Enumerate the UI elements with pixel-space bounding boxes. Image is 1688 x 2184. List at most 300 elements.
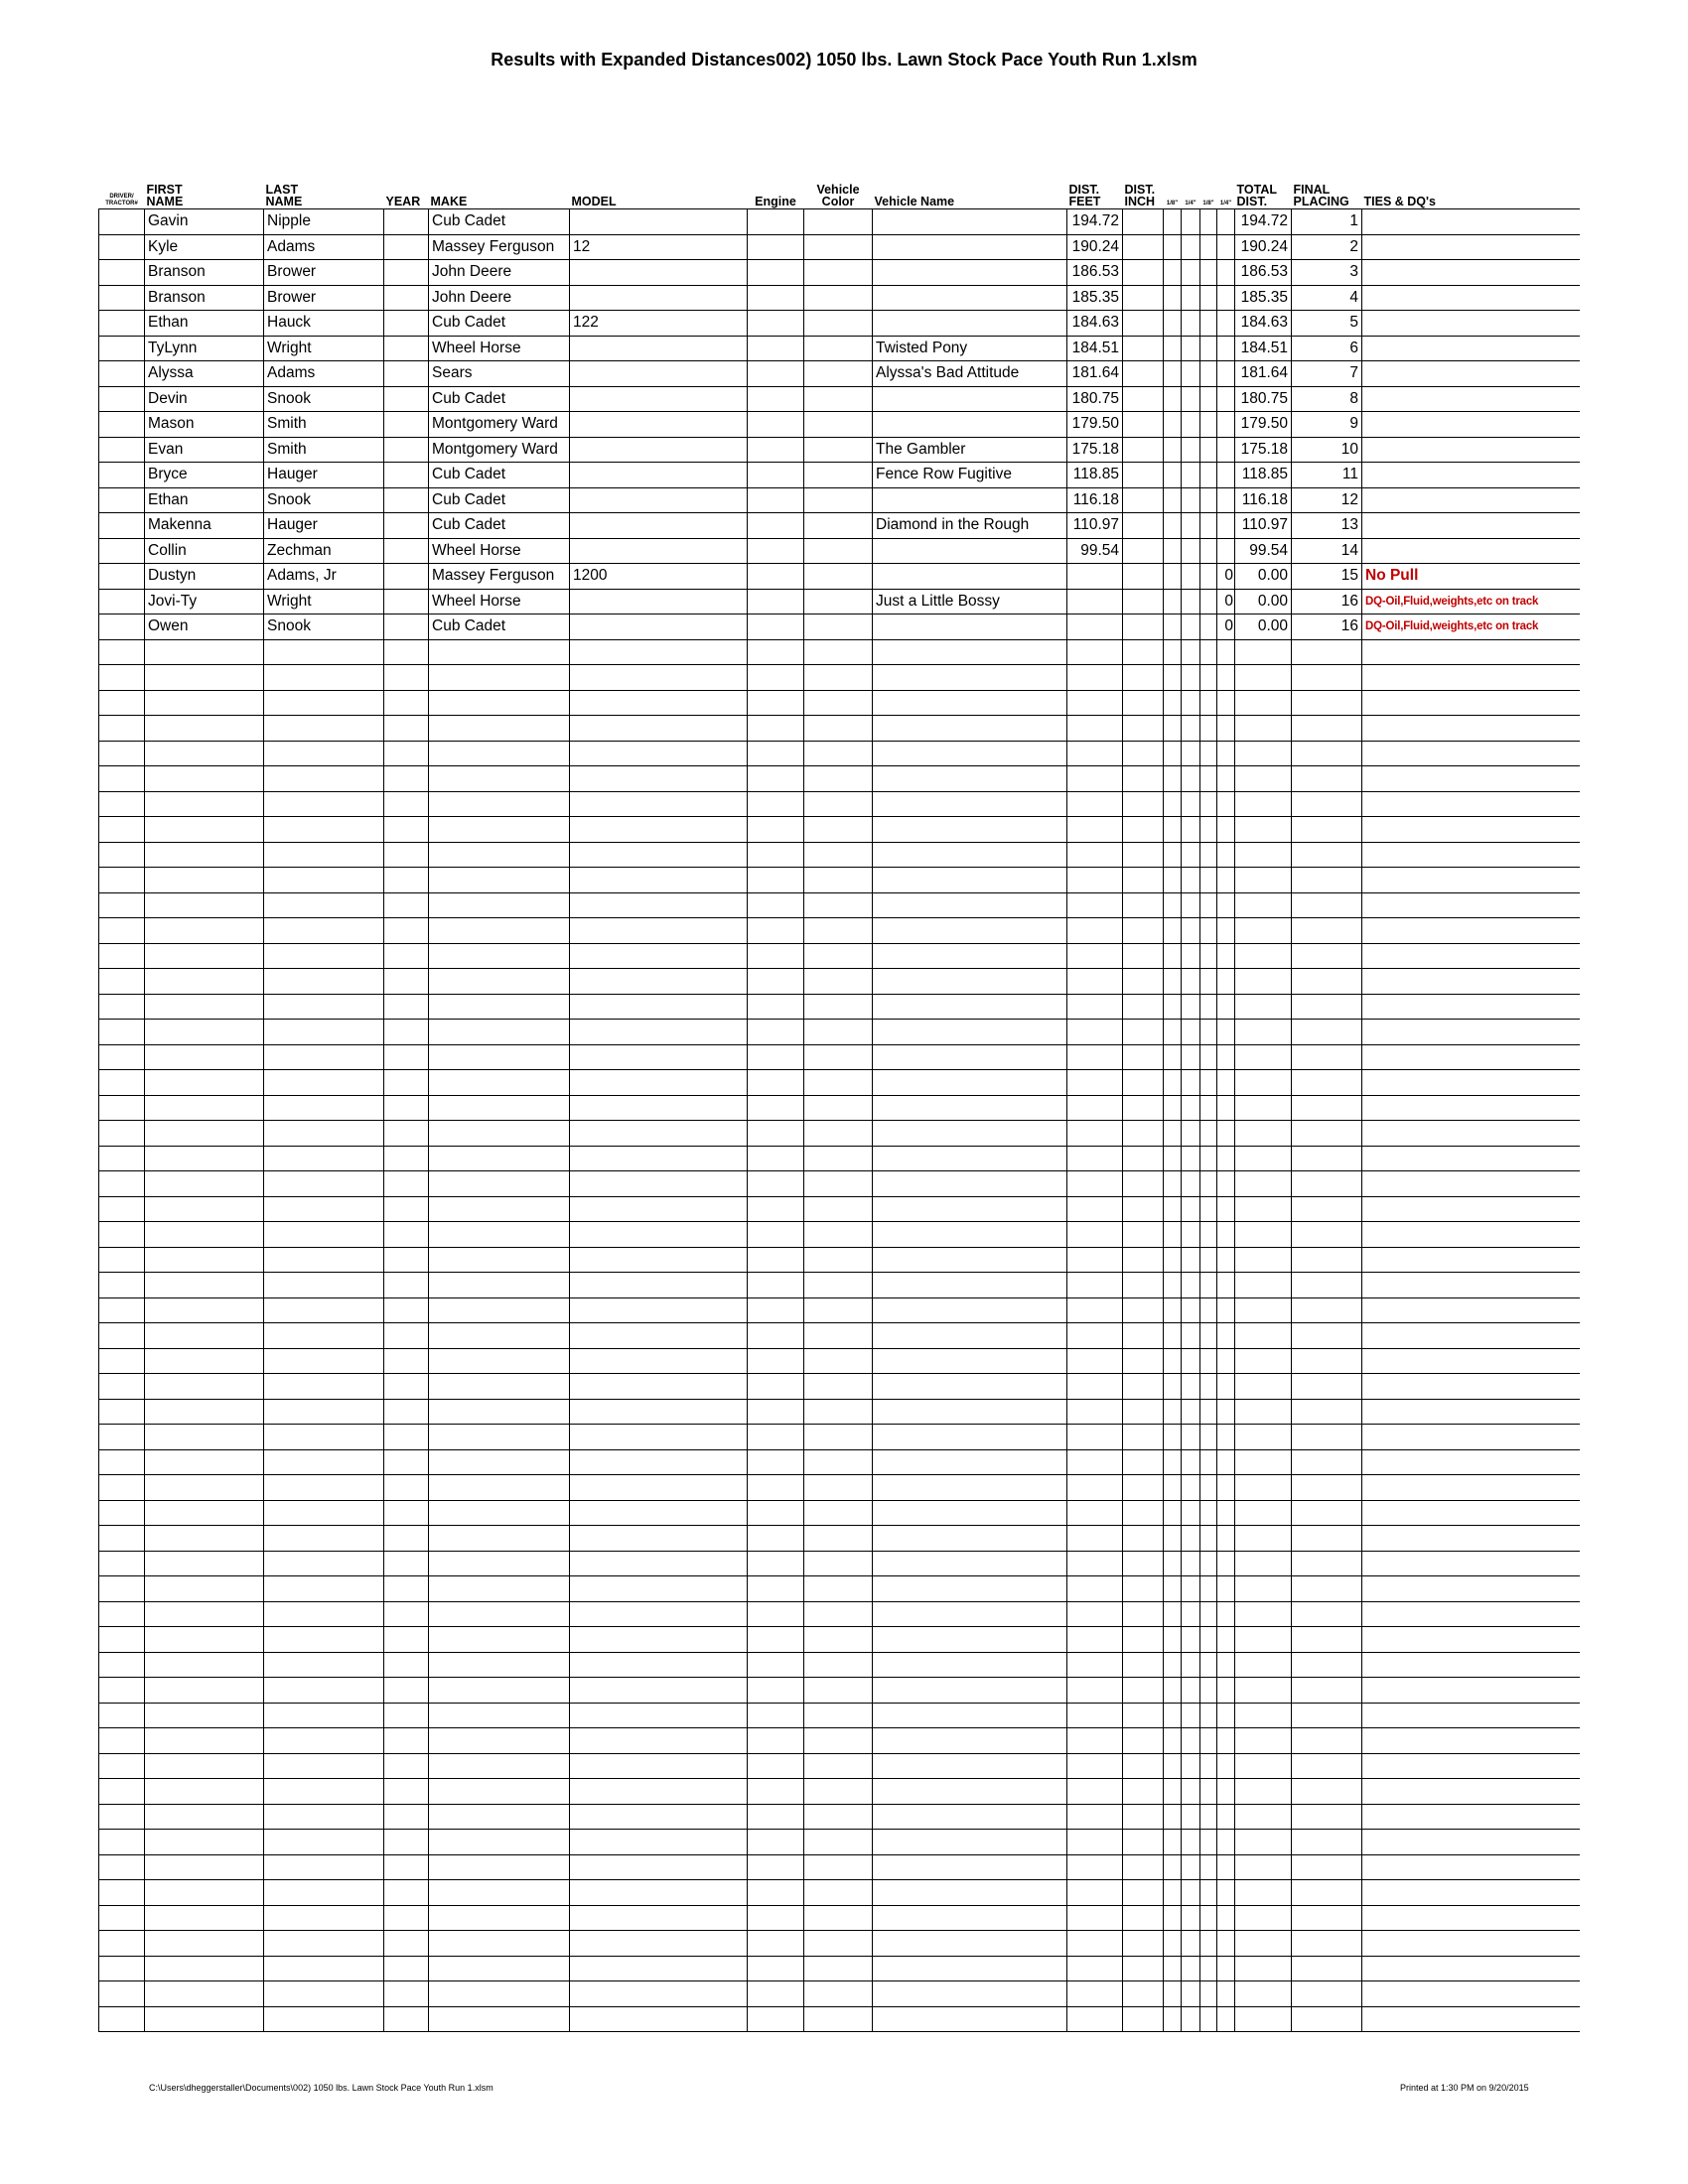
cell-dist-feet bbox=[1067, 1753, 1123, 1779]
cell-dist-inch bbox=[1123, 463, 1164, 488]
cell-vehicle-color bbox=[804, 311, 873, 337]
cell-ties-dqs bbox=[1362, 918, 1580, 944]
results-table bbox=[98, 179, 1580, 2032]
cell-vehicle-color bbox=[804, 791, 873, 817]
cell-total-dist bbox=[1235, 943, 1292, 969]
cell-driver bbox=[99, 1222, 145, 1248]
cell-model bbox=[570, 1070, 748, 1096]
cell-year bbox=[384, 690, 429, 716]
cell-dist-inch bbox=[1123, 1854, 1164, 1880]
cell-make bbox=[429, 1551, 570, 1576]
cell-make bbox=[429, 1703, 570, 1728]
cell-vehicle-color bbox=[804, 1323, 873, 1349]
cell-fraction-4 bbox=[1217, 665, 1235, 691]
cell-year bbox=[384, 994, 429, 1020]
cell-last-name bbox=[264, 2006, 384, 2032]
cell-last-name bbox=[264, 1348, 384, 1374]
cell-year bbox=[384, 361, 429, 387]
cell-engine bbox=[748, 1171, 804, 1197]
cell-fraction-1 bbox=[1164, 1601, 1182, 1627]
cell-first-name bbox=[145, 1323, 264, 1349]
cell-make bbox=[429, 1020, 570, 1045]
cell-ties-dqs bbox=[1362, 336, 1580, 361]
cell-model bbox=[570, 1652, 748, 1678]
cell-year bbox=[384, 487, 429, 513]
cell-fraction-3 bbox=[1200, 1146, 1217, 1171]
cell-first-name bbox=[145, 1171, 264, 1197]
cell-year bbox=[384, 1425, 429, 1450]
cell-year bbox=[384, 260, 429, 286]
cell-final-placing bbox=[1292, 1425, 1362, 1450]
cell-dist-feet: 175.18 bbox=[1067, 437, 1123, 463]
cell-dist-feet bbox=[1067, 1854, 1123, 1880]
cell-dist-inch bbox=[1123, 538, 1164, 564]
cell-ties-dqs bbox=[1362, 1146, 1580, 1171]
cell-last-name bbox=[264, 1905, 384, 1931]
cell-final-placing bbox=[1292, 1196, 1362, 1222]
cell-year bbox=[384, 1121, 429, 1147]
cell-fraction-1 bbox=[1164, 842, 1182, 868]
cell-vehicle-color bbox=[804, 1526, 873, 1552]
cell-year bbox=[384, 842, 429, 868]
cell-total-dist bbox=[1235, 1779, 1292, 1805]
cell-dist-inch bbox=[1123, 1576, 1164, 1602]
cell-driver bbox=[99, 1121, 145, 1147]
cell-dist-feet: 180.75 bbox=[1067, 386, 1123, 412]
cell-dist-feet bbox=[1067, 639, 1123, 665]
cell-make bbox=[429, 1678, 570, 1704]
cell-vehicle-name bbox=[873, 1425, 1067, 1450]
cell-driver bbox=[99, 1678, 145, 1704]
cell-final-placing bbox=[1292, 2006, 1362, 2032]
cell-dist-inch bbox=[1123, 1297, 1164, 1323]
cell-engine bbox=[748, 361, 804, 387]
cell-driver bbox=[99, 1323, 145, 1349]
cell-total-dist: 175.18 bbox=[1235, 437, 1292, 463]
empty-row bbox=[99, 1297, 1580, 1323]
cell-last-name: Zechman bbox=[264, 538, 384, 564]
cell-vehicle-color bbox=[804, 1146, 873, 1171]
empty-row bbox=[99, 817, 1580, 843]
cell-model bbox=[570, 1830, 748, 1855]
cell-ties-dqs bbox=[1362, 1652, 1580, 1678]
cell-driver bbox=[99, 817, 145, 843]
cell-first-name bbox=[145, 1399, 264, 1425]
cell-vehicle-name bbox=[873, 234, 1067, 260]
cell-dist-feet bbox=[1067, 1297, 1123, 1323]
cell-final-placing: 8 bbox=[1292, 386, 1362, 412]
cell-dist-inch bbox=[1123, 868, 1164, 893]
cell-fraction-1 bbox=[1164, 1931, 1182, 1957]
cell-fraction-4 bbox=[1217, 994, 1235, 1020]
cell-year bbox=[384, 1475, 429, 1501]
cell-final-placing: 2 bbox=[1292, 234, 1362, 260]
cell-ties-dqs bbox=[1362, 1475, 1580, 1501]
cell-last-name bbox=[264, 639, 384, 665]
cell-vehicle-color bbox=[804, 1247, 873, 1273]
cell-make bbox=[429, 1753, 570, 1779]
cell-vehicle-name bbox=[873, 1500, 1067, 1526]
cell-year bbox=[384, 943, 429, 969]
cell-year bbox=[384, 1576, 429, 1602]
cell-dist-feet bbox=[1067, 690, 1123, 716]
cell-total-dist bbox=[1235, 1273, 1292, 1298]
cell-final-placing bbox=[1292, 690, 1362, 716]
cell-driver bbox=[99, 1146, 145, 1171]
cell-last-name bbox=[264, 1576, 384, 1602]
cell-last-name bbox=[264, 1222, 384, 1248]
cell-year bbox=[384, 1222, 429, 1248]
cell-fraction-4 bbox=[1217, 234, 1235, 260]
cell-ties-dqs bbox=[1362, 1931, 1580, 1957]
empty-row bbox=[99, 1475, 1580, 1501]
cell-dist-feet: 194.72 bbox=[1067, 209, 1123, 235]
cell-engine bbox=[748, 1121, 804, 1147]
cell-fraction-3 bbox=[1200, 1348, 1217, 1374]
cell-first-name: Mason bbox=[145, 412, 264, 438]
cell-fraction-2 bbox=[1182, 791, 1200, 817]
cell-ties-dqs bbox=[1362, 1981, 1580, 2007]
cell-driver bbox=[99, 336, 145, 361]
cell-vehicle-color bbox=[804, 1399, 873, 1425]
cell-fraction-1 bbox=[1164, 1070, 1182, 1096]
header-make: MAKE bbox=[429, 179, 570, 209]
cell-year bbox=[384, 1931, 429, 1957]
cell-last-name bbox=[264, 943, 384, 969]
cell-vehicle-name bbox=[873, 1601, 1067, 1627]
cell-driver bbox=[99, 1981, 145, 2007]
empty-row bbox=[99, 1196, 1580, 1222]
cell-model bbox=[570, 1880, 748, 1906]
cell-fraction-4 bbox=[1217, 1804, 1235, 1830]
cell-fraction-1 bbox=[1164, 1425, 1182, 1450]
cell-last-name bbox=[264, 1095, 384, 1121]
cell-driver bbox=[99, 639, 145, 665]
empty-row bbox=[99, 2006, 1580, 2032]
cell-year bbox=[384, 1678, 429, 1704]
cell-fraction-4 bbox=[1217, 1956, 1235, 1981]
empty-row bbox=[99, 1830, 1580, 1855]
cell-dist-inch bbox=[1123, 791, 1164, 817]
cell-make bbox=[429, 1880, 570, 1906]
empty-row bbox=[99, 994, 1580, 1020]
cell-vehicle-color bbox=[804, 817, 873, 843]
cell-fraction-2 bbox=[1182, 1931, 1200, 1957]
cell-fraction-4 bbox=[1217, 1601, 1235, 1627]
cell-ties-dqs bbox=[1362, 1121, 1580, 1147]
cell-final-placing bbox=[1292, 1830, 1362, 1855]
cell-dist-feet bbox=[1067, 1475, 1123, 1501]
cell-driver bbox=[99, 2006, 145, 2032]
cell-engine bbox=[748, 564, 804, 590]
cell-total-dist bbox=[1235, 1854, 1292, 1880]
cell-dist-inch bbox=[1123, 1880, 1164, 1906]
cell-make bbox=[429, 868, 570, 893]
cell-fraction-4 bbox=[1217, 513, 1235, 539]
cell-fraction-2 bbox=[1182, 1044, 1200, 1070]
cell-model bbox=[570, 1804, 748, 1830]
cell-fraction-2 bbox=[1182, 1121, 1200, 1147]
cell-vehicle-color bbox=[804, 463, 873, 488]
cell-driver bbox=[99, 766, 145, 792]
cell-year bbox=[384, 1500, 429, 1526]
empty-row bbox=[99, 1399, 1580, 1425]
cell-engine bbox=[748, 1222, 804, 1248]
cell-fraction-2 bbox=[1182, 513, 1200, 539]
cell-year bbox=[384, 1196, 429, 1222]
cell-vehicle-color bbox=[804, 1880, 873, 1906]
cell-vehicle-color bbox=[804, 1854, 873, 1880]
cell-engine bbox=[748, 1880, 804, 1906]
cell-driver bbox=[99, 1854, 145, 1880]
cell-year bbox=[384, 1981, 429, 2007]
cell-ties-dqs bbox=[1362, 513, 1580, 539]
cell-fraction-4 bbox=[1217, 943, 1235, 969]
cell-ties-dqs bbox=[1362, 639, 1580, 665]
cell-dist-inch bbox=[1123, 1678, 1164, 1704]
cell-dist-inch bbox=[1123, 209, 1164, 235]
cell-ties-dqs bbox=[1362, 1095, 1580, 1121]
cell-fraction-3 bbox=[1200, 538, 1217, 564]
cell-dist-inch bbox=[1123, 1171, 1164, 1197]
cell-dist-feet bbox=[1067, 1273, 1123, 1298]
cell-fraction-1 bbox=[1164, 1348, 1182, 1374]
cell-dist-feet bbox=[1067, 969, 1123, 995]
cell-engine bbox=[748, 1146, 804, 1171]
cell-ties-dqs bbox=[1362, 1779, 1580, 1805]
cell-dist-feet bbox=[1067, 1627, 1123, 1653]
cell-fraction-1 bbox=[1164, 1020, 1182, 1045]
cell-vehicle-color bbox=[804, 1020, 873, 1045]
cell-first-name bbox=[145, 639, 264, 665]
cell-year bbox=[384, 564, 429, 590]
cell-dist-inch bbox=[1123, 1247, 1164, 1273]
table-row bbox=[99, 437, 1580, 463]
cell-fraction-2 bbox=[1182, 336, 1200, 361]
cell-fraction-3 bbox=[1200, 1854, 1217, 1880]
cell-fraction-3 bbox=[1200, 1981, 1217, 2007]
cell-fraction-2 bbox=[1182, 994, 1200, 1020]
cell-engine bbox=[748, 1728, 804, 1754]
cell-year bbox=[384, 412, 429, 438]
cell-first-name: Branson bbox=[145, 285, 264, 311]
cell-dist-inch bbox=[1123, 1095, 1164, 1121]
cell-make bbox=[429, 943, 570, 969]
cell-total-dist bbox=[1235, 1425, 1292, 1450]
cell-fraction-4 bbox=[1217, 1880, 1235, 1906]
cell-fraction-4 bbox=[1217, 1348, 1235, 1374]
cell-make bbox=[429, 1728, 570, 1754]
cell-vehicle-color bbox=[804, 1449, 873, 1475]
cell-last-name bbox=[264, 1044, 384, 1070]
cell-dist-feet bbox=[1067, 1652, 1123, 1678]
cell-vehicle-name bbox=[873, 1526, 1067, 1552]
cell-vehicle-name bbox=[873, 1880, 1067, 1906]
cell-model bbox=[570, 1627, 748, 1653]
cell-vehicle-color bbox=[804, 564, 873, 590]
cell-ties-dqs bbox=[1362, 1348, 1580, 1374]
cell-first-name: Branson bbox=[145, 260, 264, 286]
cell-driver bbox=[99, 690, 145, 716]
cell-model: 1200 bbox=[570, 564, 748, 590]
cell-last-name bbox=[264, 791, 384, 817]
cell-final-placing: 4 bbox=[1292, 285, 1362, 311]
cell-first-name: Dustyn bbox=[145, 564, 264, 590]
cell-total-dist bbox=[1235, 1728, 1292, 1754]
cell-vehicle-name bbox=[873, 994, 1067, 1020]
cell-dist-feet bbox=[1067, 868, 1123, 893]
cell-first-name bbox=[145, 1854, 264, 1880]
cell-total-dist bbox=[1235, 1449, 1292, 1475]
cell-fraction-3 bbox=[1200, 994, 1217, 1020]
cell-ties-dqs bbox=[1362, 1449, 1580, 1475]
cell-vehicle-name bbox=[873, 1956, 1067, 1981]
cell-model bbox=[570, 1956, 748, 1981]
cell-vehicle-color bbox=[804, 1627, 873, 1653]
cell-last-name: Smith bbox=[264, 412, 384, 438]
cell-driver bbox=[99, 1044, 145, 1070]
cell-final-placing bbox=[1292, 766, 1362, 792]
cell-model bbox=[570, 2006, 748, 2032]
cell-model bbox=[570, 741, 748, 766]
cell-year bbox=[384, 716, 429, 742]
cell-driver bbox=[99, 918, 145, 944]
cell-fraction-3 bbox=[1200, 1399, 1217, 1425]
cell-final-placing: 16 bbox=[1292, 589, 1362, 614]
cell-driver bbox=[99, 1020, 145, 1045]
cell-fraction-3 bbox=[1200, 209, 1217, 235]
cell-last-name bbox=[264, 1981, 384, 2007]
cell-first-name bbox=[145, 1374, 264, 1400]
cell-vehicle-color bbox=[804, 1121, 873, 1147]
cell-fraction-4 bbox=[1217, 1500, 1235, 1526]
cell-dist-inch bbox=[1123, 2006, 1164, 2032]
cell-fraction-4: 0 bbox=[1217, 564, 1235, 590]
cell-final-placing: 15 bbox=[1292, 564, 1362, 590]
cell-vehicle-color bbox=[804, 412, 873, 438]
cell-vehicle-color bbox=[804, 892, 873, 918]
table-row bbox=[99, 463, 1580, 488]
cell-vehicle-name bbox=[873, 1981, 1067, 2007]
cell-last-name: Snook bbox=[264, 386, 384, 412]
cell-fraction-4 bbox=[1217, 1830, 1235, 1855]
cell-first-name: TyLynn bbox=[145, 336, 264, 361]
cell-last-name: Snook bbox=[264, 614, 384, 640]
cell-dist-feet: 185.35 bbox=[1067, 285, 1123, 311]
cell-vehicle-name bbox=[873, 1475, 1067, 1501]
cell-fraction-2 bbox=[1182, 1449, 1200, 1475]
cell-total-dist bbox=[1235, 1652, 1292, 1678]
cell-last-name: Brower bbox=[264, 285, 384, 311]
cell-driver bbox=[99, 487, 145, 513]
cell-driver bbox=[99, 1652, 145, 1678]
cell-make bbox=[429, 1500, 570, 1526]
cell-vehicle-name: Diamond in the Rough bbox=[873, 513, 1067, 539]
cell-year bbox=[384, 1652, 429, 1678]
cell-final-placing bbox=[1292, 741, 1362, 766]
cell-driver bbox=[99, 463, 145, 488]
cell-make bbox=[429, 1425, 570, 1450]
cell-year bbox=[384, 892, 429, 918]
cell-first-name bbox=[145, 690, 264, 716]
cell-make bbox=[429, 2006, 570, 2032]
cell-year bbox=[384, 311, 429, 337]
cell-engine bbox=[748, 1196, 804, 1222]
cell-final-placing: 12 bbox=[1292, 487, 1362, 513]
cell-total-dist bbox=[1235, 1526, 1292, 1552]
cell-total-dist: 186.53 bbox=[1235, 260, 1292, 286]
cell-driver bbox=[99, 260, 145, 286]
cell-dist-feet bbox=[1067, 1323, 1123, 1349]
cell-fraction-3 bbox=[1200, 614, 1217, 640]
cell-engine bbox=[748, 487, 804, 513]
cell-engine bbox=[748, 614, 804, 640]
cell-first-name bbox=[145, 1475, 264, 1501]
cell-fraction-4 bbox=[1217, 690, 1235, 716]
cell-vehicle-name bbox=[873, 741, 1067, 766]
cell-total-dist bbox=[1235, 969, 1292, 995]
cell-make: Massey Ferguson bbox=[429, 234, 570, 260]
cell-make: Montgomery Ward bbox=[429, 412, 570, 438]
cell-fraction-1 bbox=[1164, 868, 1182, 893]
cell-fraction-1 bbox=[1164, 943, 1182, 969]
cell-make bbox=[429, 1196, 570, 1222]
cell-dist-inch bbox=[1123, 665, 1164, 691]
cell-model bbox=[570, 1399, 748, 1425]
empty-row bbox=[99, 918, 1580, 944]
cell-fraction-4 bbox=[1217, 1425, 1235, 1450]
cell-total-dist: 184.63 bbox=[1235, 311, 1292, 337]
cell-fraction-1 bbox=[1164, 1652, 1182, 1678]
cell-final-placing bbox=[1292, 994, 1362, 1020]
cell-total-dist bbox=[1235, 1678, 1292, 1704]
cell-fraction-1 bbox=[1164, 969, 1182, 995]
cell-last-name bbox=[264, 1297, 384, 1323]
cell-fraction-2 bbox=[1182, 1601, 1200, 1627]
cell-make bbox=[429, 1146, 570, 1171]
cell-model bbox=[570, 690, 748, 716]
cell-driver bbox=[99, 311, 145, 337]
cell-vehicle-name bbox=[873, 1905, 1067, 1931]
cell-dist-inch bbox=[1123, 1425, 1164, 1450]
cell-total-dist bbox=[1235, 1323, 1292, 1349]
cell-ties-dqs bbox=[1362, 1576, 1580, 1602]
cell-driver bbox=[99, 1297, 145, 1323]
cell-dist-inch bbox=[1123, 1728, 1164, 1754]
cell-dist-inch bbox=[1123, 1753, 1164, 1779]
cell-fraction-2 bbox=[1182, 1273, 1200, 1298]
cell-year bbox=[384, 766, 429, 792]
cell-model bbox=[570, 1171, 748, 1197]
cell-dist-feet: 186.53 bbox=[1067, 260, 1123, 286]
cell-year bbox=[384, 1627, 429, 1653]
cell-vehicle-color bbox=[804, 1981, 873, 2007]
empty-row bbox=[99, 1981, 1580, 2007]
table-row bbox=[99, 614, 1580, 640]
cell-model bbox=[570, 538, 748, 564]
cell-vehicle-name bbox=[873, 1779, 1067, 1805]
cell-fraction-2 bbox=[1182, 943, 1200, 969]
cell-ties-dqs bbox=[1362, 361, 1580, 387]
cell-driver bbox=[99, 1905, 145, 1931]
empty-row bbox=[99, 969, 1580, 995]
cell-dist-inch bbox=[1123, 311, 1164, 337]
cell-final-placing bbox=[1292, 1323, 1362, 1349]
cell-fraction-4 bbox=[1217, 1779, 1235, 1805]
cell-ties-dqs bbox=[1362, 1678, 1580, 1704]
cell-final-placing bbox=[1292, 1070, 1362, 1096]
cell-fraction-3 bbox=[1200, 463, 1217, 488]
